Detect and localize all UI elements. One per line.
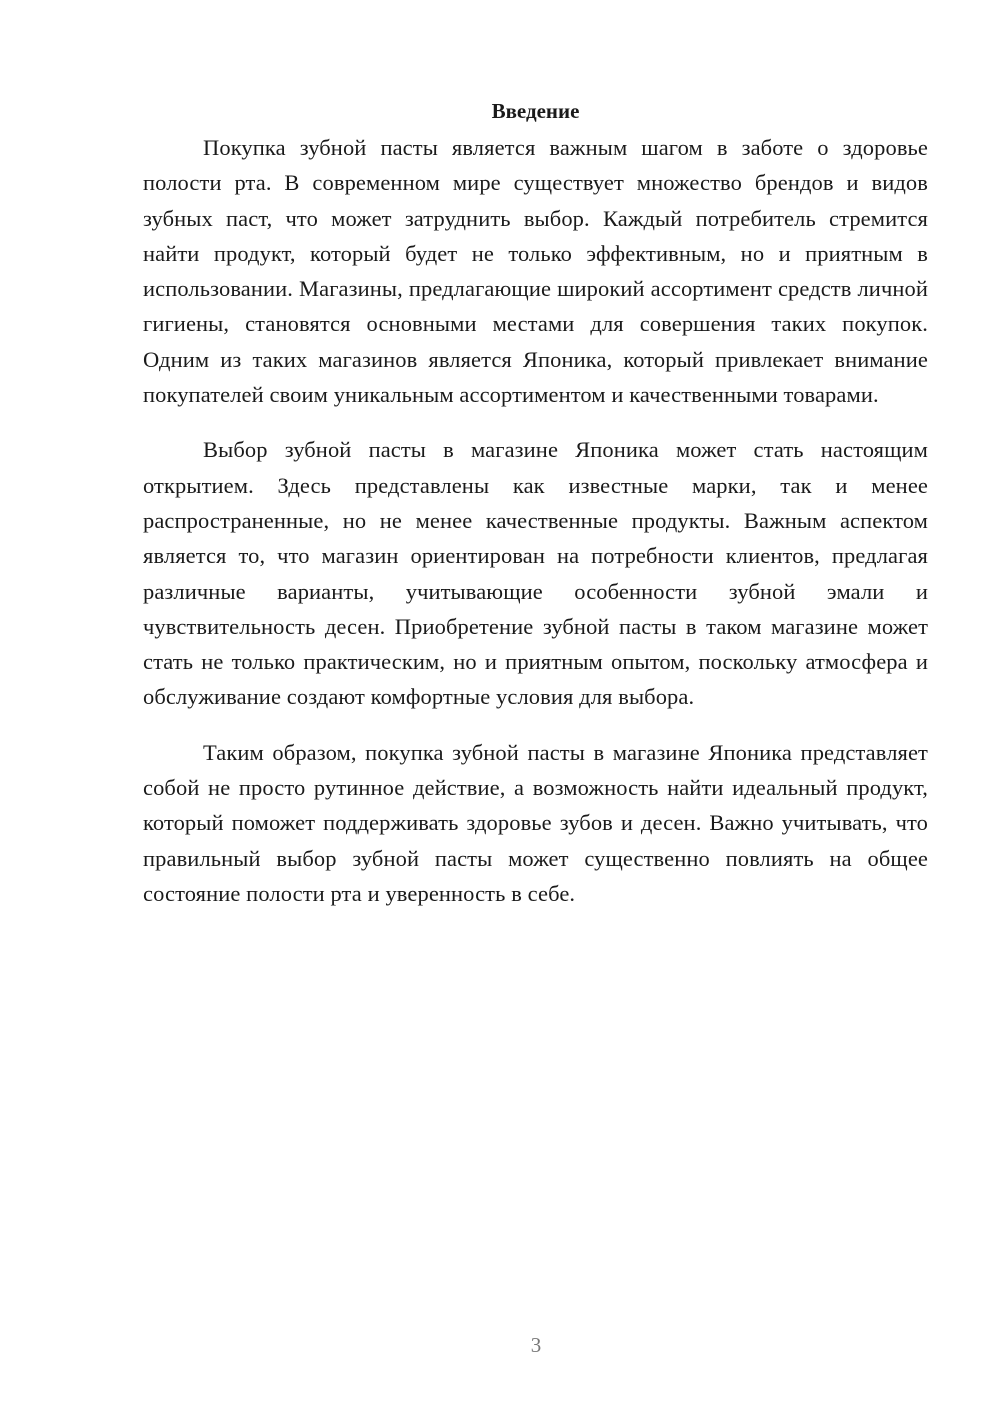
paragraph-3: Таким образом, покупка зубной пасты в магазине Японика представляет собой не просто рутинное действие, а возможность найти идеальный продукт, который поможет поддерживать здоровье зубов и десен. Важно учитывать, что правильный выбор зубной пасты может существенно повлиять на общее состояние полости рта и уверенность в себе. <box>143 739 928 906</box>
page-number: 3 <box>530 1333 542 1357</box>
section-title: Введение <box>491 99 580 123</box>
page-content <box>143 96 928 931</box>
paragraph-2: Выбор зубной пасты в магазине Японика может стать настоящим открытием. Здесь представлены как известные марки, так и менее распространенные, но не менее качественные продукты. Важным аспектом является то, что магазин ориентирован на потребности клиентов, предлагая различные варианты, учитывающие особенности зубной эмали и чувствительность десен. Приобретение зубной пасты в таком магазине может стать не только практическим, но и приятным опытом, поскольку атмосфера и обслуживание создают комфортные условия для выбора. <box>143 437 928 710</box>
paragraph-1: Покупка зубной пасты является важным шагом в заботе о здоровье полости рта. В современном мире существует множество брендов и видов зубных паст, что может затруднить выбор. Каждый потребитель стремится найти продукт, который будет не только эффективным, но и приятным в использовании. Магазины, предлагающие широкий ассортимент средств личной гигиены, становятся основными местами для совершения таких покупок. Одним из таких магазинов является Японика, который привлекает внимание покупателей своим уникальным ассортиментом и качественными товарами. <box>143 135 928 408</box>
